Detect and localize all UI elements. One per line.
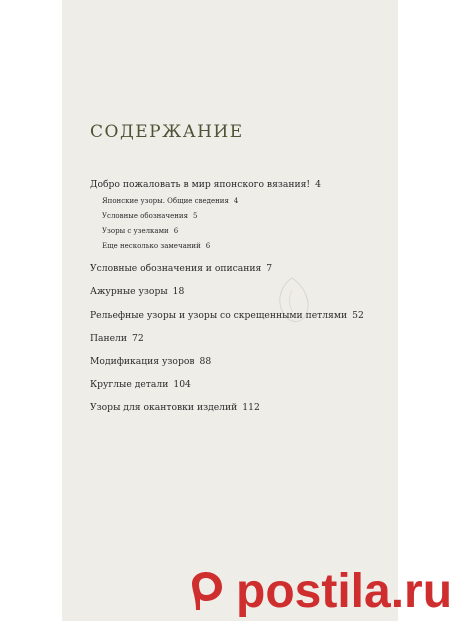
toc-entry-page: 7 [266, 263, 273, 275]
toc-entry[interactable] [90, 357, 390, 366]
toc-entry-page: 52 [352, 309, 364, 321]
toc-entry-page: 4 [315, 179, 321, 190]
toc-entry-label: Еще несколько замечаний [102, 242, 201, 251]
toc-entry-label: Условные обозначения [102, 212, 189, 221]
toc-entry[interactable] [90, 403, 390, 412]
toc-entry[interactable] [90, 334, 390, 343]
toc-entry[interactable] [90, 287, 390, 296]
toc-entry[interactable] [90, 264, 390, 273]
watermark-text: postila.ru [236, 565, 453, 618]
toc-entry-page: 6 [205, 242, 211, 251]
postila-logo-icon [182, 568, 230, 616]
toc-subentry[interactable] [102, 213, 390, 220]
toc-entry-label: Условные обозначения и описания [90, 263, 262, 275]
toc-entry-label: Японские узоры. Общие сведения [102, 197, 229, 206]
toc-entry-label: Добро пожаловать в мир японского вязания! [90, 179, 311, 190]
toc-entry[interactable] [90, 380, 390, 389]
toc-entry-page: 88 [199, 356, 212, 368]
toc-subentry[interactable] [102, 243, 390, 250]
toc-entry-page: 4 [233, 197, 239, 206]
postila-watermark[interactable] [182, 563, 460, 621]
table-of-contents [90, 180, 390, 413]
toc-entry[interactable] [90, 311, 390, 320]
toc-entry-label: Ажурные узоры [90, 286, 168, 298]
toc-entry-label: Панели [90, 332, 128, 344]
toc-entry-page: 5 [193, 212, 198, 221]
toc-entry-page: 72 [132, 332, 144, 344]
toc-entry-page: 6 [173, 227, 179, 236]
toc-entry[interactable] [90, 180, 390, 189]
page-title: СОДЕРЖАНИЕ [90, 122, 244, 142]
toc-subentry[interactable] [102, 198, 390, 205]
toc-entry-page: 112 [242, 402, 260, 414]
toc-entry-label: Узоры с узелками [102, 227, 169, 236]
book-page [62, 0, 398, 621]
toc-entry-label: Узоры для окантовки изделий [90, 402, 238, 414]
toc-entry-label: Модификация узоров [90, 356, 195, 368]
toc-subentry[interactable] [102, 228, 390, 235]
toc-entry-page: 18 [172, 286, 185, 298]
toc-entry-label: Круглые детали [90, 379, 169, 391]
toc-entry-page: 104 [173, 379, 191, 391]
toc-entry-label: Рельефные узоры и узоры со скрещенными петлями [90, 309, 348, 321]
